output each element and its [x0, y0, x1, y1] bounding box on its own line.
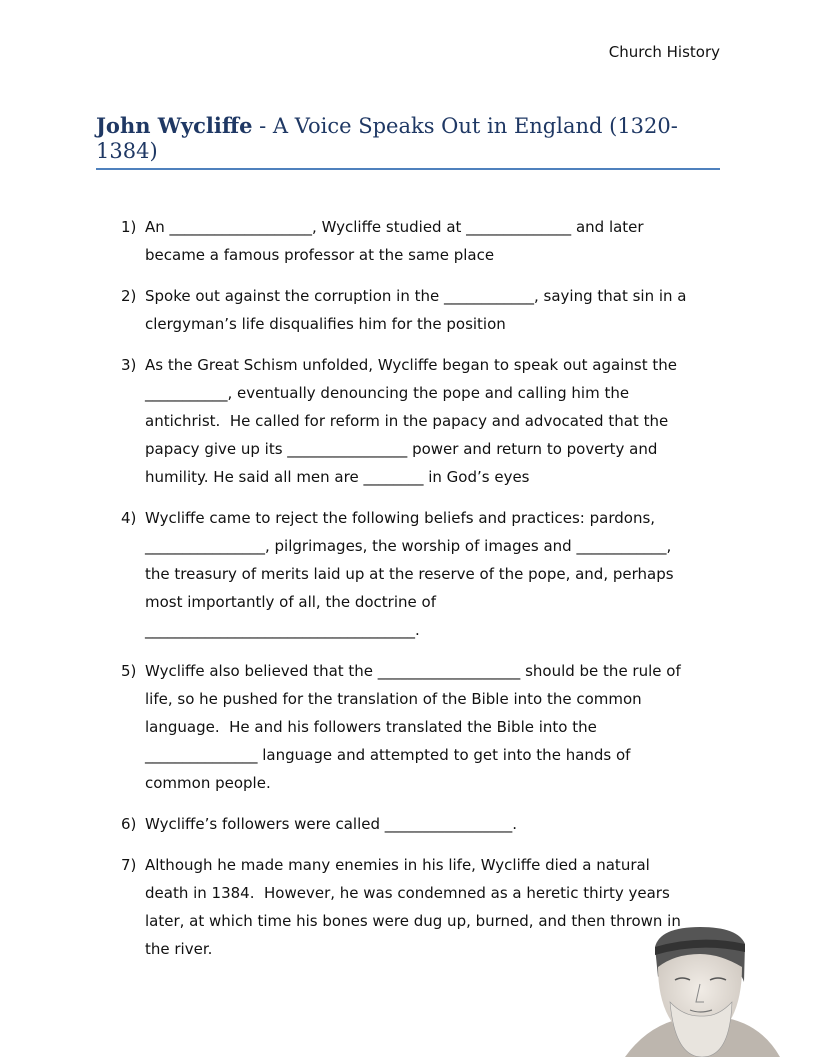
list-item	[121, 282, 721, 338]
item-text	[145, 282, 687, 338]
item-number: 7)	[121, 856, 137, 874]
list-item	[121, 351, 721, 491]
item-line: death in 1384. However, he was condemned as a heretic thirty years	[145, 884, 670, 902]
item-line: ________________, pilgrimages, the worship of images and ____________,	[145, 537, 672, 555]
item-line: As the Great Schism unfolded, Wycliffe began to speak out against the	[145, 356, 677, 374]
title-subtitle: - A Voice Speaks Out in England (1320-1384)	[96, 114, 678, 163]
item-line: ____________________________________.	[145, 621, 420, 639]
item-line: antichrist. He called for reform in the papacy and advocated that the	[145, 412, 669, 430]
list-item	[121, 657, 721, 797]
item-line: ___________, eventually denouncing the pope and calling him the	[145, 384, 630, 402]
item-line: Spoke out against the corruption in the ____________, saying that sin in a	[145, 287, 687, 305]
item-line: An ___________________, Wycliffe studied at ______________ and later	[145, 218, 644, 236]
list-item	[121, 504, 721, 644]
item-text	[145, 851, 681, 963]
item-line: Although he made many enemies in his life, Wycliffe died a natural	[145, 856, 650, 874]
item-line: the river.	[145, 940, 213, 958]
item-number: 4)	[121, 509, 137, 527]
item-line: Wycliffe’s followers were called _________________.	[145, 815, 518, 833]
item-text	[145, 504, 674, 644]
question-list	[121, 213, 721, 976]
item-line: life, so he pushed for the translation of the Bible into the common	[145, 690, 642, 708]
item-number: 2)	[121, 287, 137, 305]
page-title	[96, 113, 720, 164]
item-line: Wycliffe also believed that the ___________________ should be the rule of	[145, 662, 681, 680]
item-line: common people.	[145, 774, 271, 792]
item-line: most importantly of all, the doctrine of	[145, 593, 436, 611]
item-line: _______________ language and attempted to get into the hands of	[145, 746, 631, 764]
item-number: 6)	[121, 815, 137, 833]
item-line: Wycliffe came to reject the following beliefs and practices: pardons,	[145, 509, 656, 527]
item-line: language. He and his followers translated the Bible into the	[145, 718, 597, 736]
list-item	[121, 810, 721, 838]
item-text	[145, 657, 681, 797]
item-text	[145, 351, 677, 491]
wycliffe-portrait	[620, 922, 790, 1057]
title-divider	[96, 168, 720, 170]
title-name: John Wycliffe	[96, 113, 253, 138]
item-number: 1)	[121, 218, 137, 236]
item-line: papacy give up its ________________ power and return to poverty and	[145, 440, 658, 458]
item-line: later, at which time his bones were dug up, burned, and then thrown in	[145, 912, 681, 930]
item-line: clergyman’s life disqualifies him for the position	[145, 315, 506, 333]
item-line: became a famous professor at the same place	[145, 246, 495, 264]
item-text	[145, 810, 517, 838]
item-number: 5)	[121, 662, 137, 680]
item-text	[145, 213, 644, 269]
item-line: the treasury of merits laid up at the reserve of the pope, and, perhaps	[145, 565, 674, 583]
item-number: 3)	[121, 356, 137, 374]
item-line: humility. He said all men are ________ in God’s eyes	[145, 468, 530, 486]
header-course: Church History	[608, 43, 720, 61]
list-item	[121, 213, 721, 269]
